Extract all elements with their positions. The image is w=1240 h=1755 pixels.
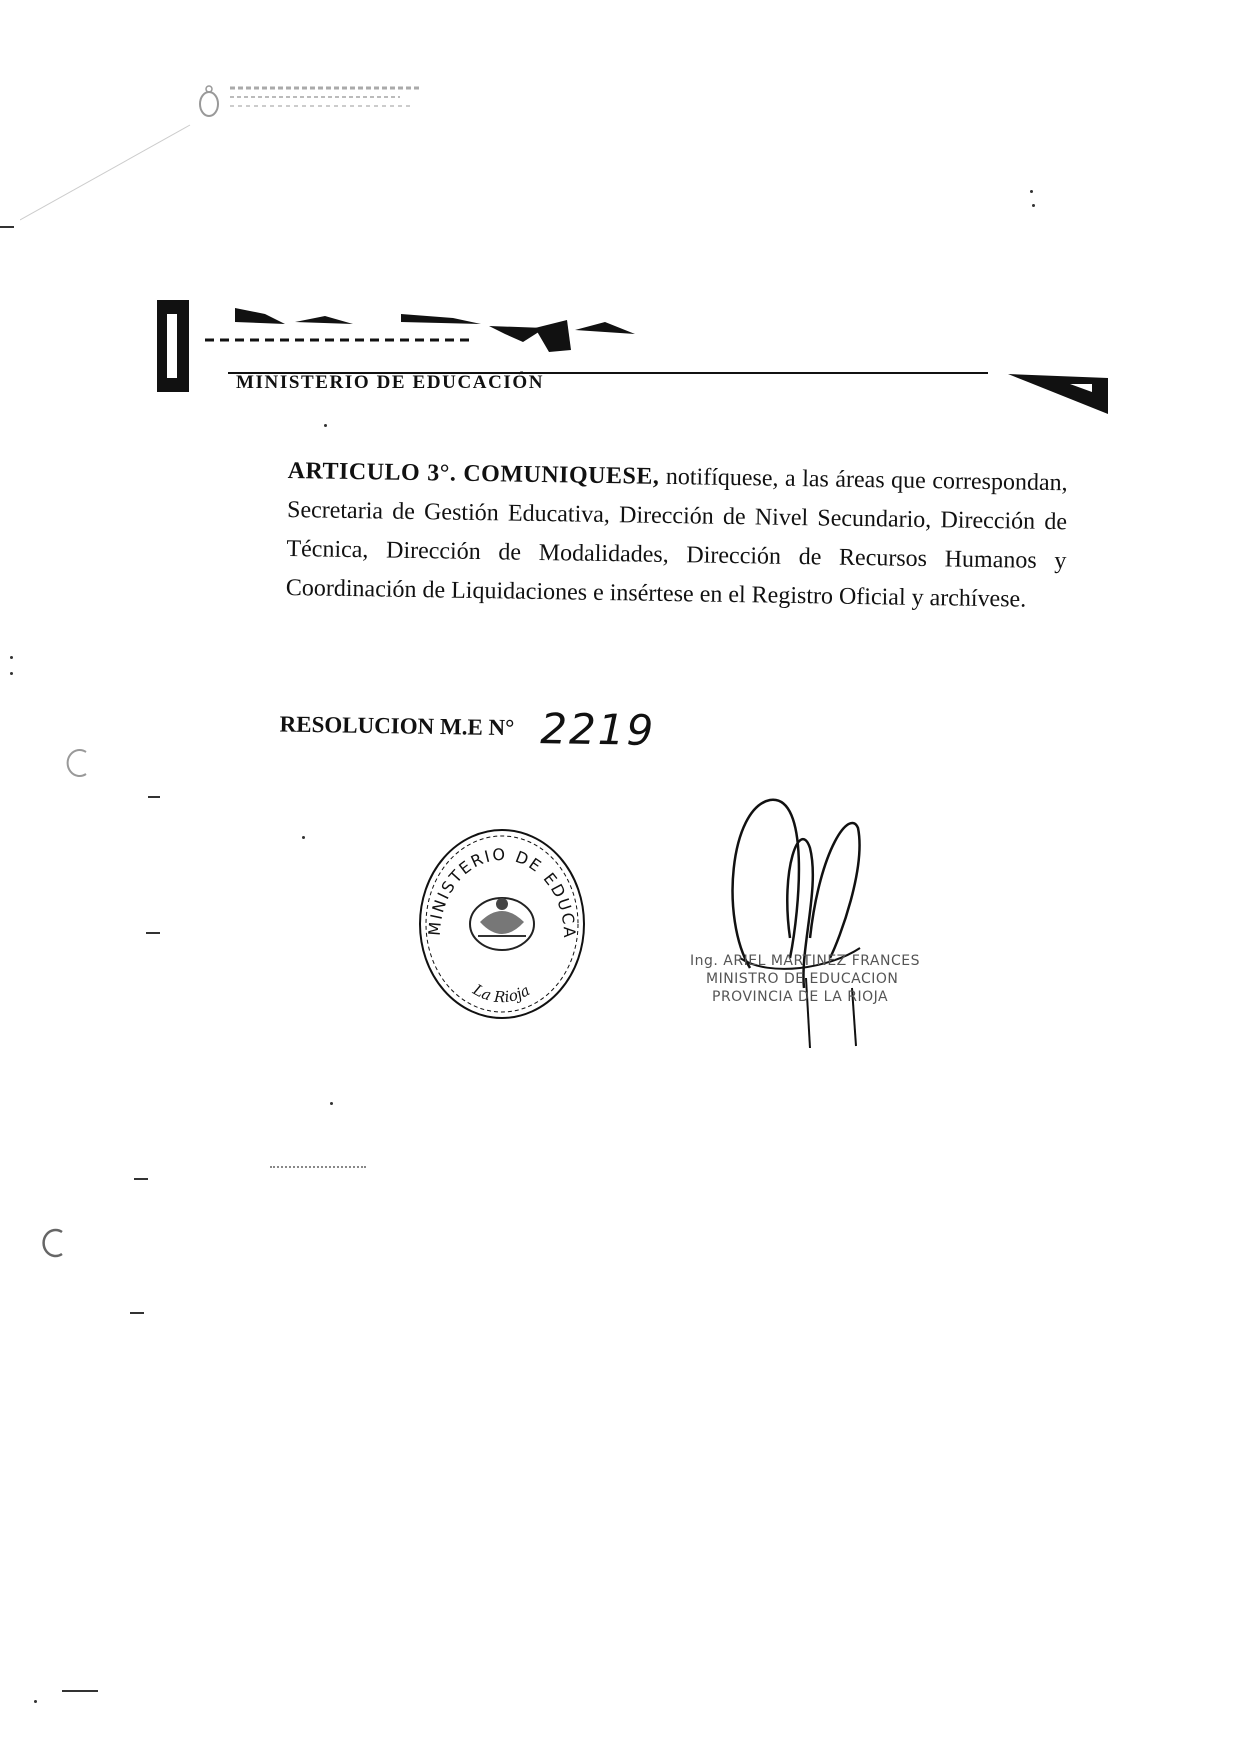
stamp-bottom-text: La Rioja [469, 980, 533, 1007]
scan-artifact-mark [62, 1690, 98, 1692]
header-arrow-graphic [1008, 372, 1108, 416]
scan-artifact-mark [134, 1178, 148, 1180]
binder-hole-icon [64, 748, 90, 778]
scan-artifact-mark [146, 932, 160, 934]
handwritten-signature [680, 788, 920, 1058]
stamp-top-text: MINISTERIO DE EDUCA [424, 844, 580, 940]
signatory-title: MINISTRO DE EDUCACION [706, 971, 899, 987]
article-text: notifíquese, a las áreas que correspondan, Secretaria de Gestión Educativa, Dirección de Nivel Secundario, Dirección de Técnica, Dirección de Modalidades, Dirección de Recursos Humanos y Coordinación de Liquidaciones e insértese en el Registro Oficial y archívese. [285, 463, 1068, 613]
scan-speck [1030, 190, 1033, 193]
scan-speck [302, 836, 305, 839]
letterhead-seal-icon [196, 84, 222, 118]
scan-artifact-line [20, 30, 220, 230]
signatory-province: PROVINCIA DE LA RIOJA [712, 989, 889, 1005]
scan-speck [34, 1700, 37, 1703]
scan-speck [10, 656, 13, 659]
scan-speck [10, 672, 13, 675]
scan-artifact-mark [130, 1312, 144, 1314]
resolution-label: RESOLUCION M.E N° [279, 711, 515, 741]
letterhead-faint-lines [230, 84, 430, 112]
scan-artifact-mark [148, 796, 160, 798]
article-paragraph [286, 452, 1068, 620]
signatory-name: Ing. ARIEL MARTINEZ FRANCES [690, 953, 920, 969]
coat-of-arms-icon [470, 898, 534, 950]
article-lead: ARTICULO 3°. COMUNIQUESE, [287, 457, 660, 490]
signatory-block [690, 952, 920, 1006]
header-ministry-name: MINISTERIO DE EDUCACIÓN [236, 372, 545, 393]
header-letterhead-graphic [205, 300, 645, 356]
resolution-line [279, 700, 655, 755]
scan-speck [1032, 204, 1035, 207]
resolution-number: 2219 [539, 704, 656, 755]
scan-artifact-mark [270, 1166, 366, 1168]
header-logo-bar [157, 300, 189, 392]
scan-artifact-mark [0, 226, 14, 228]
scan-speck [330, 1102, 333, 1105]
svg-text:La Rioja [469, 980, 533, 1006]
scan-speck [324, 424, 327, 427]
ministry-stamp [412, 824, 592, 1024]
binder-hole-icon [40, 1228, 66, 1258]
